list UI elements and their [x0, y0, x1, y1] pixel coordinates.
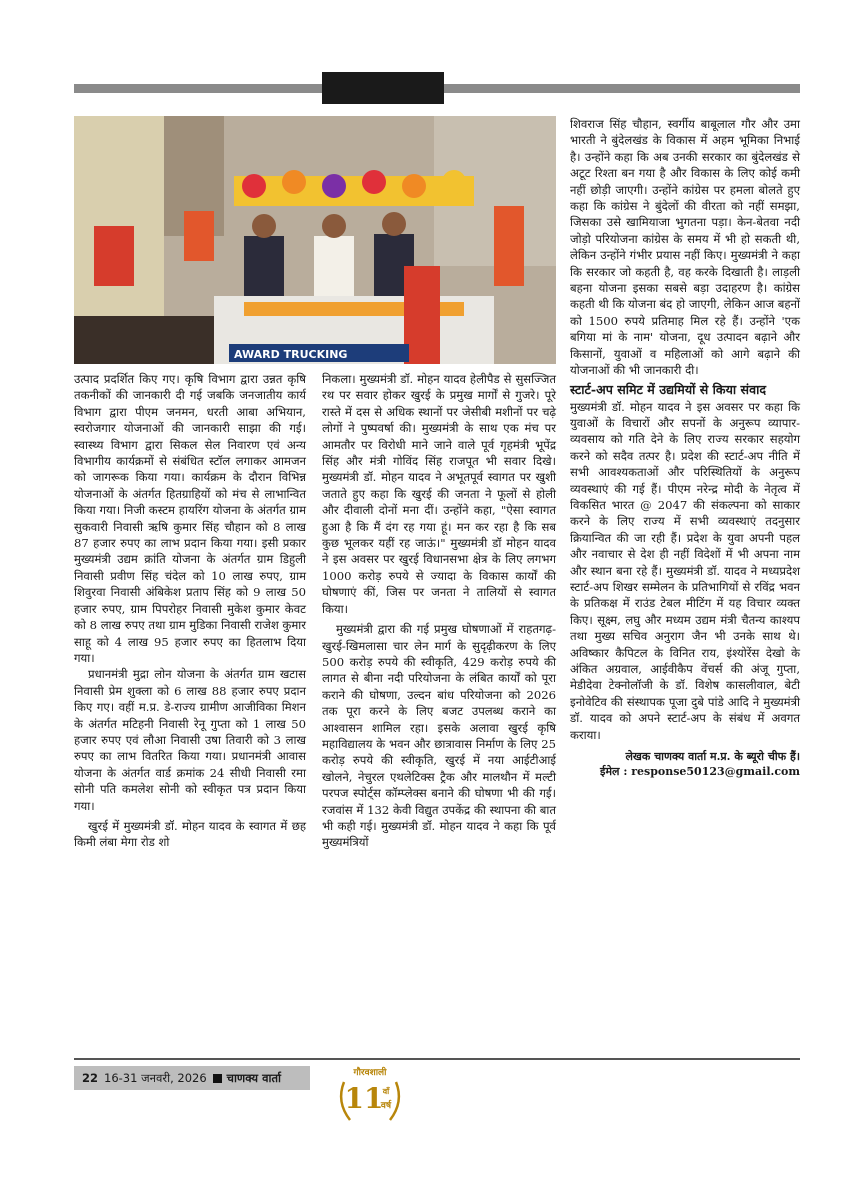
footer-bar — [74, 1066, 310, 1090]
column-2-paragraph-2: मुख्यमंत्री द्वारा की गई प्रमुख घोषणाओं में राहतगढ़-खुरई-खिमलासा चार लेन मार्ग के सुदृढ़ीकरण के लिए 500 करोड़ रुपये की स्वीकृति, 429 करोड़ रुपये की लागत से बीना नदी परियोजना के लंबित कार्यों को पूरा कराने की घोषणा, उल्दन बांध परियोजना को 2026 तक पूरा करने के लिए बजट उपलब्ध कराने का आश्वासन शामिल रहा। इसके अलावा खुरई कृषि महाविद्यालय के भवन और छात्रावास निर्माण के लिए 25 करोड़ रुपये की स्वीकृति, खुरई में नया आईटीआई खोलने, नेचुरल एथलेटिक्स ट्रैक और मालथौन में मल्टी परपज स्पोर्ट्स कॉम्प्लेक्स बनाने की घोषणा भी की गई। रजवांस में 132 केवी विद्युत उपकेंद्र की स्थापना की बात भी कही गई। मुख्यमंत्री डॉ. मोहन यादव ने कहा कि पूर्व मुख्यमंत्रियों — [322, 622, 556, 850]
anniversary-suffix: वाँ — [382, 1087, 390, 1096]
author-credit-line: लेखक चाणक्य वार्ता म.प्र. के ब्यूरो चीफ हैं। — [625, 750, 800, 764]
column-1-paragraph-1: उत्पाद प्रदर्शित किए गए। कृषि विभाग द्वारा उन्नत कृषि तकनीकों की जानकारी दी गई जबकि जनजातीय कार्य विभाग द्वारा पीएम जनमन, धरती आबा अभियान, स्वरोजगार योजनाओं की जानकारी साझा की गई। स्वास्थ्य विभाग द्वारा सिकल सेल निवारण एवं अन्य विभागीय कार्यक्रमों से संबंधित स्टॉल लगाकर आमजन को जागरूक किया गया। कार्यक्रम के दौरान विभिन्न योजनाओं के अंतर्गत हितग्राहियों को मंच से लाभान्वित किया गया। निजी कस्टम हायरिंग योजना के अंतर्गत ग्राम सुकवारी निवासी ऋषि कुमार सिंह चौहान को 8 लाख 87 हजार रुपए का लाभ प्रदान किया गया। इसी प्रकार मुख्यमंत्री उद्यम क्रांति योजना के अंतर्गत ग्राम डिहुली निवासी प्रवीण सिंह चंदेल को 10 लाख रुपए, ग्राम शिवुरवा निवासी अंबिकेश प्रताप सिंह को 9 लाख 50 हजार रुपए, ग्राम पिपरोहर निवासी मुकेश कुमार केवट को 8 लाख रुपए तथा ग्राम मुडिका निवासी राजेश कुमार साहू को 4 लाख 95 हजार रुपए का हितलाभ दिया गया। — [74, 372, 306, 665]
author-credit — [570, 749, 800, 779]
anniversary-number: 11 — [344, 1082, 384, 1115]
footer-rule — [74, 1058, 800, 1060]
truck-banner-text: AWARD TRUCKING — [234, 348, 348, 361]
anniversary-top-text: गौरवशाली — [353, 1068, 387, 1078]
anniversary-bottom-text: वर्ष — [380, 1101, 392, 1111]
magazine-name: चाणक्य वार्ता — [226, 1070, 281, 1085]
column-1-paragraph-3: खुरई में मुख्यमंत्री डॉ. मोहन यादव के स्वागत में छह किमी लंबा मेगा रोड शो — [74, 818, 306, 850]
anniversary-emblem — [330, 1062, 410, 1132]
anniversary-logo — [330, 1062, 410, 1132]
column-2-paragraph-1: निकला। मुख्यमंत्री डॉ. मोहन यादव हेलीपैड से सुसज्जित रथ पर सवार होकर खुरई के प्रमुख मार्गों से गुजरे। पूरे रास्ते में दस से अधिक स्थानों पर जेसीबी मशीनों पर चढ़े लोगों ने पुष्पवर्षा की। मुख्यमंत्री के साथ एक मंच पर आमतौर पर विरोधी माने जाने वाले पूर्व गृहमंत्री भूपेंद्र सिंह और मंत्री गोविंद सिंह राजपूत भी सवार दिखे। मुख्यमंत्री डॉ. मोहन यादव ने अभूतपूर्व स्वागत पर खुशी जताते हुए कहा कि खुरई की जनता ने फूलों से होली और दीवाली दोनों मना दीं। उन्होंने कहा, "ऐसा स्वागत हुआ है कि मैं दंग रह गया हूं। मन कर रहा है कि सब कुछ भूलकर यहीं रह जाऊं।" मुख्यमंत्री डॉ मोहन यादव ने इस अवसर पर खुरई विधानसभा क्षेत्र के लिए लगभग 1000 करोड़ रुपये से ज्यादा के विकास कार्यों की घोषणाएं कीं, जिस पर जनता ने तालियों से स्वागत किया। — [322, 372, 556, 616]
author-email: ईमेल : response50123@gmail.com — [600, 765, 800, 779]
column-3-paragraph-2: मुख्यमंत्री डॉ. मोहन यादव ने इस अवसर पर कहा कि युवाओं के विचारों और सपनों के अनुरूप व्यापार-व्यवसाय को गति देने के लिए राज्य सरकार सहयोग करने को सदैव तत्पर है। प्रदेश की स्टार्ट-अप नीति में सभी आवश्यकताओं और परिस्थितियों के अनुरूप व्यवस्थाएं की गई हैं। पीएम नरेन्द्र मोदी के नेतृत्व में विकसित भारत @ 2047 की संकल्पना को साकार करने के लिए राज्य में सभी व्यवस्थाएं तदनुसार क्रियान्वित की जा रही हैं। प्रदेश के युवा अपनी पहल और नवाचार से देश ही नहीं विदेशों में भी अपना नाम और स्थान बना रहे हैं। मुख्यमंत्री डॉ. यादव ने मध्यप्रदेश स्टार्ट-अप शिखर सम्मेलन के प्रतिभागियों से रविंद्र भवन के प्रतिकक्ष में राउंड टेबल मीटिंग में यह विचार व्यक्त किए। सूक्ष्म, लघु और मध्यम उद्यम मंत्री चैतन्य काश्यप तथा मुख्य सचिव अनुराग जैन भी उनके साथ थे। अविष्कार कैपिटल के विनित राय, इंश्योरेंस देखो के अंकित अग्रवाल, आईवीकैप वेंचर्स की अंजू गुप्ता, मेडीदेवा टेक्नोलॉजी के डॉ. विशेष कासलीवाल, बेटी इनोवेटिव की संस्थापक पूजा दुबे पांडे आदि ने मुख्यमंत्री डॉ. यादव को अपने स्टार्ट-अप के संबंध में अवगत कराया। — [570, 399, 800, 742]
square-bullet-icon — [213, 1074, 222, 1083]
section-heading-startup-summit: स्टार्ट-अप समिट में उद्यमियों से किया संवाद — [570, 381, 767, 397]
page-number: 22 — [82, 1071, 99, 1085]
column-1-paragraph-2: प्रधानमंत्री मुद्रा लोन योजना के अंतर्गत ग्राम खटास निवासी प्रेम शुक्ला को 6 लाख 88 हजार रुपए प्रदान किए गए। वहीं म.प्र. डे-राज्य ग्रामीण आजीविका मिशन के अंतर्गत मटिहनी निवासी रेनू गुप्ता को 1 लाख 50 हजार रुपए एवं लौआ निवासी उषा तिवारी को 3 लाख रुपए का लाभ वितरित किया गया। प्रधानमंत्री आवास योजना के अंतर्गत वार्ड क्रमांक 24 सीधी निवासी रमा सोनी पति कमलेश सोनी को स्वीकृत पत्र प्रदान किया गया। — [74, 667, 306, 813]
column-1 — [74, 371, 306, 851]
column-2 — [322, 371, 556, 851]
top-block-accent — [322, 72, 444, 104]
column-3-paragraph-1: शिवराज सिंह चौहान, स्वर्गीय बाबूलाल गौर और उमा भारती ने बुंदेलखंड के विकास में अहम भूमिका निभाई है। उन्होंने कहा कि अब उनकी सरकार का बुंदेलखंड से अटूट रिश्ता बन गया है और विकास के लिए कोई कमी नहीं छोड़ी जाएगी। उन्होंने कांग्रेस पर हमला बोलते हुए कहा कि कांग्रेस ने बुंदेलों की वीरता को नहीं समझा, जिसका उसे खामियाजा भुगतना पड़ा। केन-बेतवा नदी जोड़ो परियोजना कांग्रेस के समय में भी हो सकती थी, लेकिन उन्होंने गंभीर प्रयास नहीं किए। मुख्यमंत्री ने कहा कि सरकार जो कहती है, वह करके दिखाती है। लाड़ली बहना योजना इसका सबसे बड़ा उदाहरण है। कांग्रेस कहती थी कि योजना बंद हो जाएगी, लेकिन आज बहनों को 1500 रुपये प्रतिमाह मिल रहे हैं। उन्होंने 'एक बगिया मां के नाम' योजना, दूध उत्पादन बढ़ाने और किसानों, युवाओं व महिलाओं को आगे बढ़ाने की योजनाओं की भी जानकारी दी। — [570, 117, 800, 378]
issue-date: 16-31 जनवरी, 2026 — [104, 1070, 207, 1085]
roadshow-photo — [74, 116, 556, 364]
column-3 — [570, 116, 800, 779]
roadshow-illustration — [74, 116, 556, 364]
